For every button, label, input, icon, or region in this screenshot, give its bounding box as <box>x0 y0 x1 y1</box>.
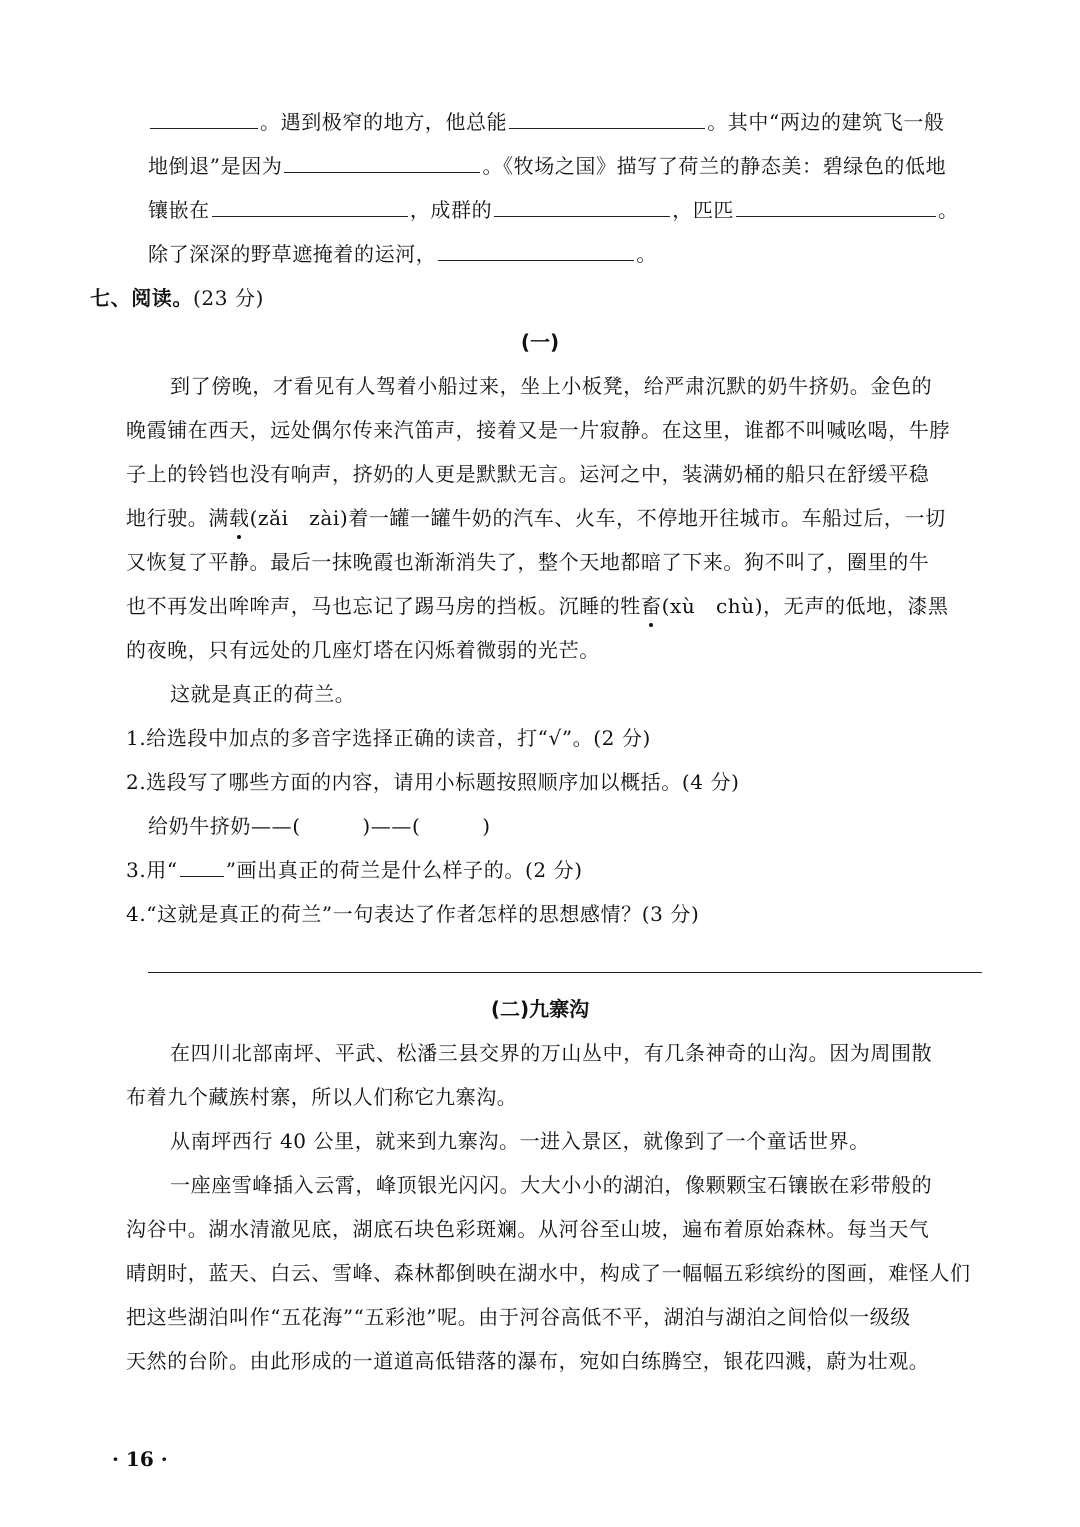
passage-2-heading: (二)九寨沟 <box>490 997 590 1021</box>
text: 。 <box>636 242 658 266</box>
divider <box>148 972 982 973</box>
answer-blank[interactable] <box>438 259 634 261</box>
answer-blank[interactable] <box>212 215 408 217</box>
text: 也不再发出哞哞声，马也忘记了踢马房的挡板。沉睡的牲 <box>126 594 641 618</box>
passage-2-line: 把这些湖泊叫作“五花海”“五彩池”呢。由于河谷高低不平，湖泊与湖泊之间恰似一级级 <box>126 1305 911 1329</box>
text: 。《牧场之国》描写了荷兰的静态美：碧绿色的低地 <box>482 154 947 178</box>
text: 。其中“两边的建筑飞一般 <box>707 110 945 134</box>
section-7-heading <box>90 282 264 311</box>
passage-1-line-6 <box>126 590 949 619</box>
passage-1-heading: (一) <box>520 330 560 354</box>
top-line-2 <box>148 150 946 179</box>
text: ，成群的 <box>409 198 493 222</box>
passage-1-line: 又恢复了平静。最后一抹晚霞也渐渐消失了，整个天地都暗了下来。狗不叫了，圈里的牛 <box>126 550 930 574</box>
top-line-4 <box>148 238 657 267</box>
answer-blank[interactable] <box>150 127 258 129</box>
answer-blank[interactable] <box>494 215 670 217</box>
passage-1-line: 这就是真正的荷兰。 <box>170 682 356 706</box>
underline-sample <box>180 875 224 877</box>
passage-2-line: 一座座雪峰插入云霄，峰顶银光闪闪。大大小小的湖泊，像颗颗宝石镶嵌在彩带般的 <box>170 1173 933 1197</box>
text: 地倒退”是因为 <box>148 154 283 178</box>
text: 。 <box>938 198 959 222</box>
passage-1-line: 的夜晚，只有远处的几座灯塔在闪烁着微弱的光芒。 <box>126 638 600 662</box>
question-1: 1.给选段中加点的多音字选择正确的读音，打“√”。(2 分) <box>126 726 651 750</box>
passage-2-line: 布着九个藏族村寨，所以人们称它九寨沟。 <box>126 1085 518 1109</box>
passage-2-line: 沟谷中。湖水清澈见底，湖底石块色彩斑斓。从河谷至山坡，遍布着原始森林。每当天气 <box>126 1217 930 1241</box>
dotted-character: 畜 <box>641 590 662 619</box>
passage-2-line: 在四川北部南坪、平武、松潘三县交界的万山丛中，有几条神奇的山沟。因为周围散 <box>170 1041 933 1065</box>
question-2: 2.选段写了哪些方面的内容，请用小标题按照顺序加以概括。(4 分) <box>126 770 740 794</box>
passage-2-line: 从南坪西行 40 公里，就来到九寨沟。一进入景区，就像到了一个童话世界。 <box>170 1129 870 1153</box>
text: 镶嵌在 <box>148 198 210 222</box>
text: ”画出真正的荷兰是什么样子的。(2 分) <box>225 858 583 882</box>
passage-1-line: 到了傍晚，才看见有人驾着小船过来，坐上小板凳，给严肃沉默的奶牛挤奶。金色的 <box>170 374 933 398</box>
top-line-1 <box>148 106 945 135</box>
passage-2-line: 天然的台阶。由此形成的一道道高低错落的瀑布，宛如白练腾空，银花四溅，蔚为壮观。 <box>126 1349 930 1373</box>
passage-2-line: 晴朗时，蓝天、白云、雪峰、森林都倒映在湖水中，构成了一幅幅五彩缤纷的图画，难怪人们 <box>126 1261 971 1285</box>
section-title: 七、阅读。 <box>90 286 193 310</box>
question-3 <box>126 854 583 883</box>
text: 3.用“ <box>126 858 178 882</box>
answer-blank[interactable] <box>736 215 936 217</box>
text: 。遇到极窄的地方，他总能 <box>260 110 508 134</box>
passage-1-line: 晚霞铺在西天，远处偶尔传来汽笛声，接着又是一片寂静。在这里，谁都不叫喊吆喝，牛脖 <box>126 418 950 442</box>
text: 除了深深的野草遮掩着的运河， <box>148 242 437 266</box>
page-number: · 16 · <box>112 1447 168 1471</box>
text: ，匹匹 <box>672 198 735 222</box>
answer-blank[interactable] <box>509 127 705 129</box>
question-4: 4.“这就是真正的荷兰”一句表达了作者怎样的思想感情？(3 分) <box>126 902 700 926</box>
answer-blank[interactable] <box>284 171 480 173</box>
question-2-answer-line[interactable]: 给奶牛挤奶——( )——( ) <box>148 814 491 838</box>
top-line-3 <box>148 194 959 223</box>
text: 地行驶。满 <box>126 506 229 530</box>
section-score: (23 分) <box>193 286 265 310</box>
dotted-character: 载 <box>229 502 250 531</box>
text: (xù chù)，无声的低地，漆黑 <box>661 594 949 618</box>
text: (zǎi zài)着一罐一罐牛奶的汽车、火车，不停地开往城市。车船过后，一切 <box>249 506 946 530</box>
passage-1-line: 子上的铃铛也没有响声，挤奶的人更是默默无言。运河之中，装满奶桶的船只在舒缓平稳 <box>126 462 930 486</box>
passage-1-line-4 <box>126 502 946 531</box>
